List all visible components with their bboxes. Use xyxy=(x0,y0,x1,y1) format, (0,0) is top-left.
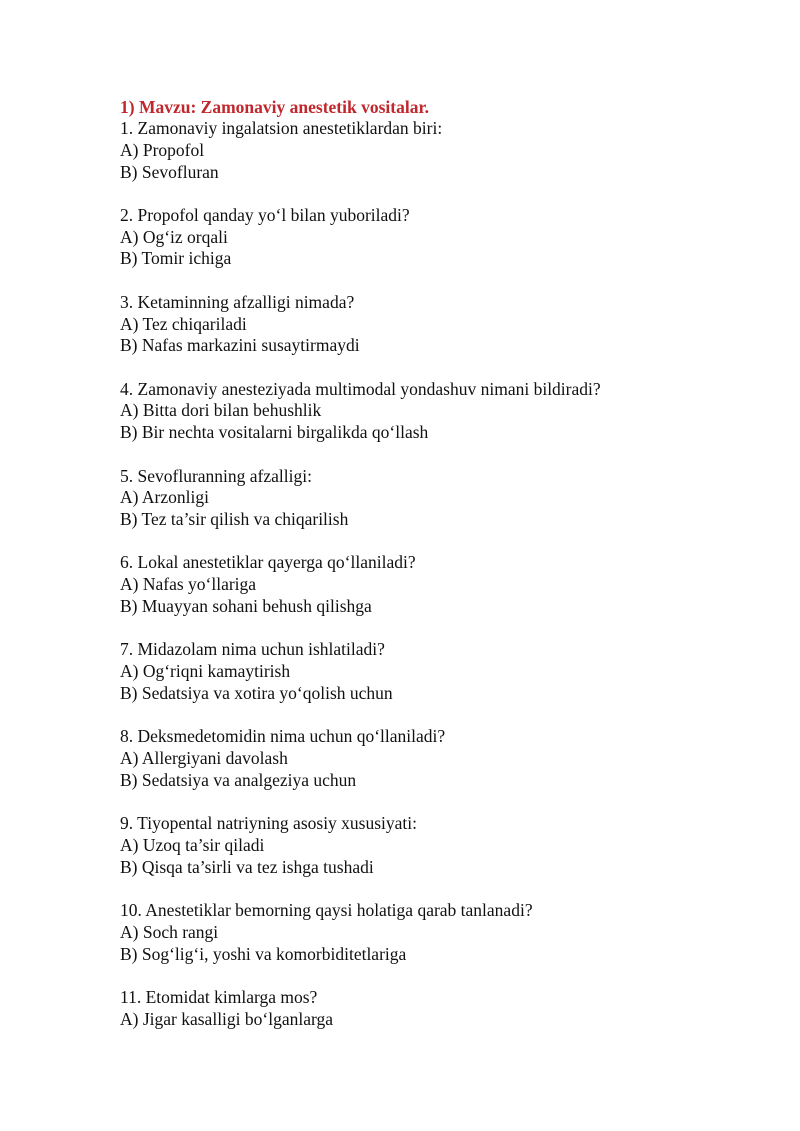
document-page xyxy=(120,96,740,1052)
option-b: B) Nafas markazini susaytirmaydi xyxy=(120,335,360,356)
option-b: B) Sedatsiya va xotira yo‘qolish uchun xyxy=(120,682,393,703)
question-text: 1. Zamonaviy ingalatsion anestetiklardan biri: xyxy=(120,118,443,138)
question-3 xyxy=(120,292,740,357)
option-a: A) Tez chiqariladi xyxy=(120,313,247,334)
question-text: 5. Sevofluranning afzalligi: xyxy=(120,465,312,486)
question-1 xyxy=(120,118,740,183)
option-a: A) Uzoq ta’sir qiladi xyxy=(120,834,265,855)
question-4 xyxy=(120,379,740,444)
option-a: A) Propofol xyxy=(120,139,205,160)
question-text: 7. Midazolam nima uchun ishlatiladi? xyxy=(120,639,385,660)
topic-title: 1) Mavzu: Zamonaviy anestetik vositalar. xyxy=(120,97,429,117)
question-8 xyxy=(120,726,740,791)
option-b: B) Bir nechta vositalarni birgalikda qo‘llash xyxy=(120,422,429,443)
option-b: B) Sedatsiya va analgeziya uchun xyxy=(120,769,357,790)
question-11 xyxy=(120,987,740,1031)
question-text: 6. Lokal anestetiklar qayerga qo‘llaniladi? xyxy=(120,552,416,573)
option-a: A) Soch rangi xyxy=(120,921,219,942)
option-b: B) Qisqa ta’sirli va tez ishga tushadi xyxy=(120,856,374,877)
option-a: A) Allergiyani davolash xyxy=(120,748,288,769)
question-5 xyxy=(120,466,740,531)
option-b: B) Tomir ichiga xyxy=(120,248,232,269)
question-text: 10. Anestetiklar bemorning qaysi holatiga qarab tanlanadi? xyxy=(120,900,533,921)
question-text: 11. Etomidat kimlarga mos? xyxy=(120,986,318,1007)
option-b: B) Muayyan sohani behush qilishga xyxy=(120,596,372,617)
question-2 xyxy=(120,205,740,270)
question-text: 3. Ketaminning afzalligi nimada? xyxy=(120,291,355,312)
option-a: A) Bitta dori bilan behushlik xyxy=(120,400,322,421)
question-7 xyxy=(120,639,740,704)
question-list xyxy=(120,118,740,1031)
option-a: A) Nafas yo‘llariga xyxy=(120,574,257,595)
question-text: 9. Tiyopental natriyning asosiy xususiyati: xyxy=(120,813,418,834)
option-b: B) Sog‘lig‘i, yoshi va komorbiditetlariga xyxy=(120,943,407,964)
option-b: B) Tez ta’sir qilish va chiqarilish xyxy=(120,509,349,530)
option-a: A) Og‘riqni kamaytirish xyxy=(120,661,291,682)
question-text: 2. Propofol qanday yo‘l bilan yuboriladi? xyxy=(120,204,410,225)
option-a: A) Jigar kasalligi bo‘lganlarga xyxy=(120,1008,334,1029)
option-b: B) Sevofluran xyxy=(120,161,219,182)
question-10 xyxy=(120,900,740,965)
option-a: A) Og‘iz orqali xyxy=(120,226,228,247)
question-9 xyxy=(120,813,740,878)
option-a: A) Arzonligi xyxy=(120,487,209,508)
question-text: 4. Zamonaviy anesteziyada multimodal yondashuv nimani bildiradi? xyxy=(120,378,601,399)
question-text: 8. Deksmedetomidin nima uchun qo‘llaniladi? xyxy=(120,726,446,747)
question-6 xyxy=(120,552,740,617)
